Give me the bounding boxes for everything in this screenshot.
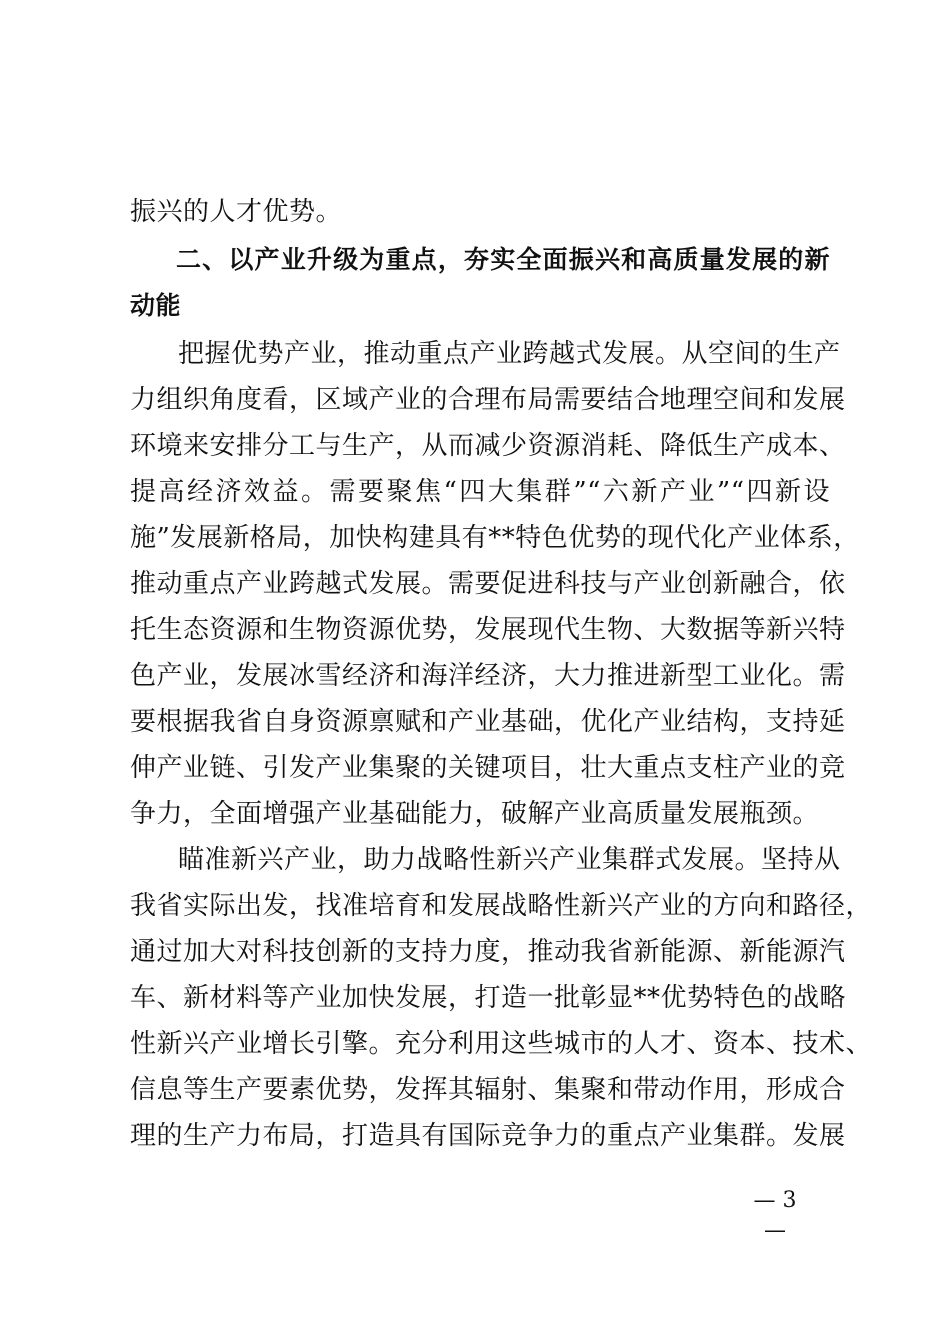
paragraph-1-line-8: 色产业，发展冰雪经济和海洋经济，大力推进新型工业化。需 (130, 661, 846, 691)
section-heading-line-2: 动能 (130, 291, 182, 320)
paragraph-2-line-4: 车、新材料等产业加快发展，打造一批彰显**优势特色的战略 (130, 983, 847, 1013)
paragraph-1-line-4: 提高经济效益。需要聚焦“四大集群”“六新产业”“四新设 (130, 477, 830, 507)
paragraph-2-line-1: 瞄准新兴产业，助力战略性新兴产业集群式发展。坚持从 (178, 845, 841, 875)
paragraph-1-line-11: 争力，全面增强产业基础能力，破解产业高质量发展瓶颈。 (130, 799, 820, 829)
paragraph-1-line-5: 施”发展新格局，加快构建具有**特色优势的现代化产业体系， (130, 523, 860, 553)
section-heading-line-1: 二、以产业升级为重点，夯实全面振兴和高质量发展的新 (176, 245, 830, 274)
paragraph-2-line-6: 信息等生产要素优势，发挥其辐射、集聚和带动作用，形成合 (130, 1075, 846, 1105)
text-line-1: 振兴的人才优势。 (130, 197, 343, 227)
paragraph-1-line-7: 托生态资源和生物资源优势，发展现代生物、大数据等新兴特 (130, 615, 846, 645)
paragraph-1-line-6: 推动重点产业跨越式发展。需要促进科技与产业创新融合，依 (130, 569, 846, 599)
paragraph-1-line-10: 伸产业链、引发产业集聚的关键项目，壮大重点支柱产业的竞 (130, 753, 846, 783)
paragraph-2-line-3: 通过加大对科技创新的支持力度，推动我省新能源、新能源汽 (130, 937, 846, 967)
paragraph-1-line-2: 力组织角度看，区域产业的合理布局需要结合地理空间和发展 (130, 385, 846, 415)
paragraph-1-line-9: 要根据我省自身资源禀赋和产业基础，优化产业结构，支持延 (130, 707, 846, 737)
paragraph-2-line-2: 我省实际出发，找准培育和发展战略性新兴产业的方向和路径， (130, 891, 873, 921)
paragraph-1-line-1: 把握优势产业，推动重点产业跨越式发展。从空间的生产 (178, 339, 841, 369)
paragraph-2-line-5: 性新兴产业增长引擎。充分利用这些城市的人才、资本、技术、 (130, 1029, 873, 1059)
paragraph-2-line-7: 理的生产力布局，打造具有国际竞争力的重点产业集群。发展 (130, 1121, 846, 1151)
paragraph-1-line-3: 环境来安排分工与生产，从而减少资源消耗、降低生产成本、 (130, 431, 846, 461)
page-number: — 3 — (753, 1188, 797, 1243)
